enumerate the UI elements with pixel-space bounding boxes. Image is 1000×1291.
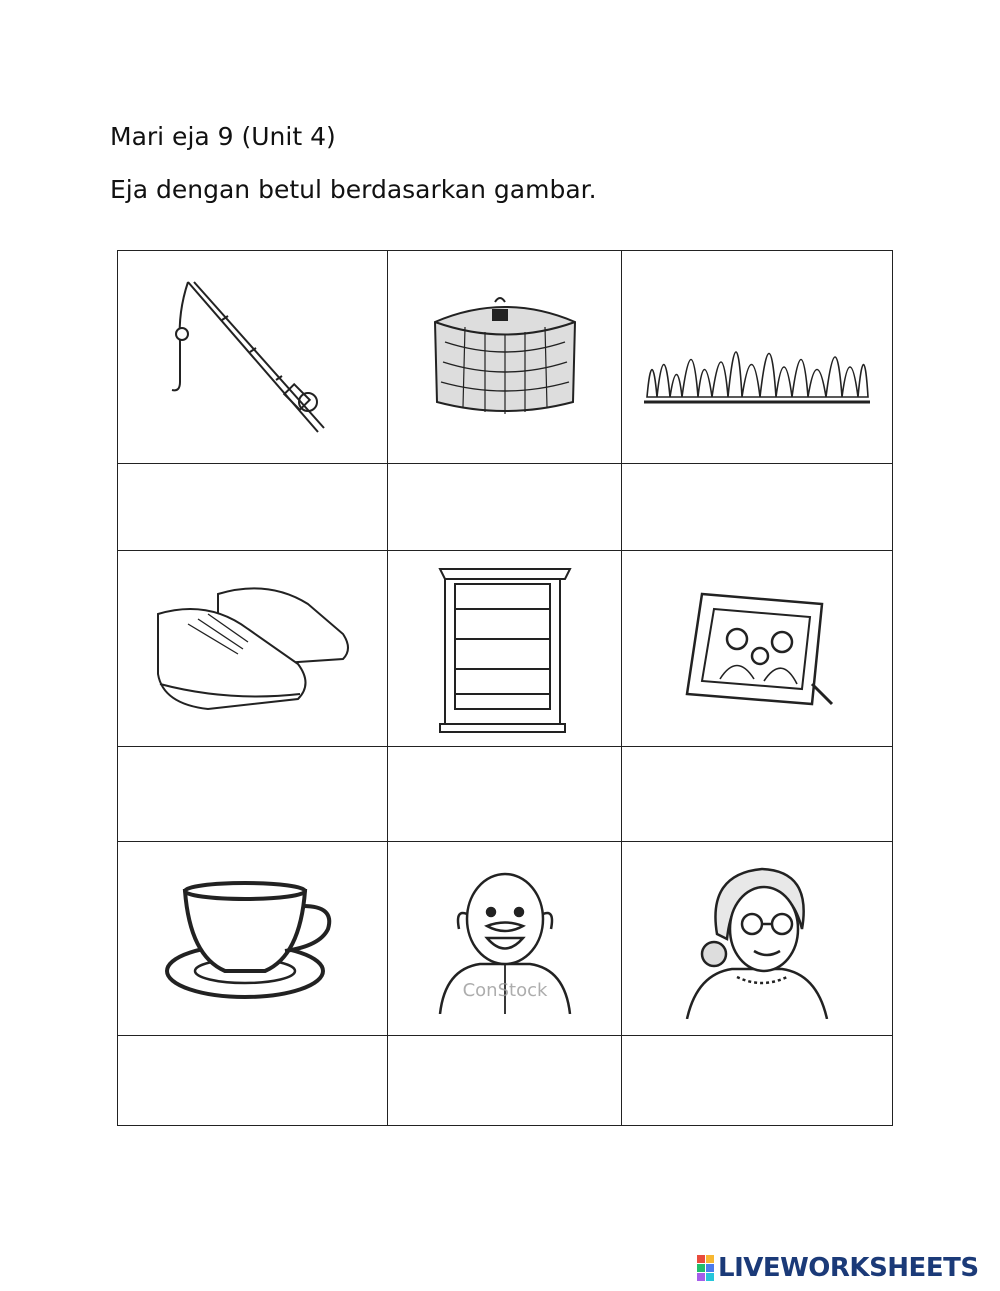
- answer-input[interactable]: [636, 765, 878, 823]
- logo-blocks-icon: [697, 1255, 714, 1281]
- picture-cell: [388, 842, 622, 1036]
- answer-cell[interactable]: [388, 747, 622, 842]
- worksheet-instruction: Eja dengan betul berdasarkan gambar.: [110, 175, 597, 204]
- answer-cell[interactable]: [622, 747, 893, 842]
- grandmother-icon: [682, 859, 832, 1019]
- sneakers-icon: [148, 574, 358, 724]
- brand-name: LIVEWORKSHEETS: [718, 1253, 979, 1283]
- answer-cell[interactable]: [388, 464, 622, 551]
- fishing-rod-icon: [158, 272, 348, 442]
- answer-input[interactable]: [636, 480, 878, 534]
- answer-input[interactable]: [400, 480, 609, 534]
- picture-cell: [622, 842, 893, 1036]
- watermark-text: ConStock: [462, 979, 547, 1001]
- answer-cell[interactable]: [388, 1036, 622, 1126]
- answer-input[interactable]: [132, 765, 373, 823]
- picture-cell: [622, 551, 893, 747]
- liveworksheets-logo[interactable]: [697, 1253, 979, 1283]
- answer-input[interactable]: [400, 765, 609, 823]
- answer-cell[interactable]: [622, 464, 893, 551]
- picture-cell: [388, 251, 622, 464]
- photo-frame-icon: [672, 584, 842, 714]
- grandfather-icon: [425, 864, 585, 1014]
- picture-cell: [118, 842, 388, 1036]
- answer-cell[interactable]: [118, 1036, 388, 1126]
- grass-icon: [642, 302, 872, 412]
- answer-input[interactable]: [636, 1053, 878, 1108]
- picture-cell: [622, 251, 893, 464]
- answer-input[interactable]: [132, 1053, 373, 1108]
- answer-cell[interactable]: [118, 747, 388, 842]
- spelling-grid: [117, 250, 893, 1126]
- picture-cell: [388, 551, 622, 747]
- answer-cell[interactable]: [118, 464, 388, 551]
- worksheet-title: Mari eja 9 (Unit 4): [110, 122, 336, 151]
- picture-cell: [118, 251, 388, 464]
- bookshelf-icon: [435, 564, 575, 734]
- picture-cell: [118, 551, 388, 747]
- answer-cell[interactable]: [622, 1036, 893, 1126]
- fishing-basket-icon: [425, 292, 585, 422]
- teacup-icon: [160, 861, 345, 1016]
- answer-input[interactable]: [132, 480, 373, 534]
- answer-input[interactable]: [400, 1053, 609, 1108]
